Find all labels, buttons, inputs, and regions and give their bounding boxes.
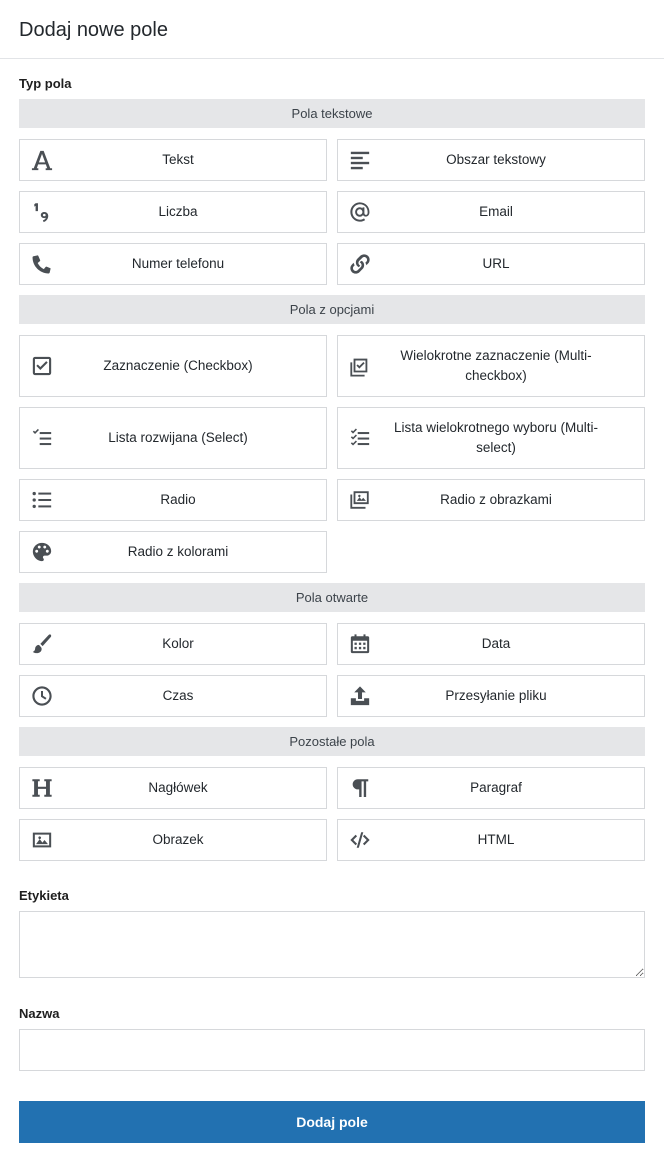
field-type-text[interactable]: Tekst — [19, 139, 327, 181]
name-field-label: Nazwa — [19, 1006, 60, 1021]
brush-icon — [30, 632, 54, 656]
section-text-fields: Pola tekstowe — [19, 99, 645, 128]
image-icon — [30, 828, 54, 852]
section-open-fields: Pola otwarte — [19, 583, 645, 612]
field-type-label: Typ pola — [19, 76, 72, 91]
section-other-fields: Pozostałe pola — [19, 727, 645, 756]
field-type-date[interactable]: Data — [337, 623, 645, 665]
field-type-image[interactable]: Obrazek — [19, 819, 327, 861]
modal-header — [0, 0, 664, 59]
select-list-icon — [30, 426, 54, 450]
link-icon — [348, 252, 372, 276]
field-type-multi-select[interactable]: Lista wielokrotnego wyboru (Multi-select) — [337, 407, 645, 469]
name-input[interactable] — [19, 1029, 645, 1071]
heading-icon — [30, 776, 54, 800]
field-type-url[interactable]: URL — [337, 243, 645, 285]
modal-title: Dodaj nowe pole — [19, 19, 168, 41]
field-type-time[interactable]: Czas — [19, 675, 327, 717]
field-type-image-radio[interactable]: Radio z obrazkami — [337, 479, 645, 521]
checkbox-icon — [30, 354, 54, 378]
field-type-paragraph[interactable]: Paragraf — [337, 767, 645, 809]
field-type-multi-checkbox[interactable]: Wielokrotne zaznaczenie (Multi-checkbox) — [337, 335, 645, 397]
textarea-icon — [348, 148, 372, 172]
field-type-color-radio[interactable]: Radio z kolorami — [19, 531, 327, 573]
code-icon — [348, 828, 372, 852]
multi-checkbox-icon — [348, 354, 372, 378]
field-type-select[interactable]: Lista rozwijana (Select) — [19, 407, 327, 469]
palette-icon — [30, 540, 54, 564]
text-icon — [30, 148, 54, 172]
radio-list-icon — [30, 488, 54, 512]
clock-icon — [30, 684, 54, 708]
calendar-icon — [348, 632, 372, 656]
paragraph-icon — [348, 776, 372, 800]
at-icon — [348, 200, 372, 224]
images-icon — [348, 488, 372, 512]
label-field-label: Etykieta — [19, 888, 69, 903]
field-type-radio[interactable]: Radio — [19, 479, 327, 521]
field-type-file-upload[interactable]: Przesyłanie pliku — [337, 675, 645, 717]
number-icon — [30, 200, 54, 224]
phone-icon — [30, 252, 54, 276]
field-type-phone[interactable]: Numer telefonu — [19, 243, 327, 285]
section-option-fields: Pola z opcjami — [19, 295, 645, 324]
add-field-button[interactable]: Dodaj pole — [19, 1101, 645, 1143]
upload-icon — [348, 684, 372, 708]
field-type-email[interactable]: Email — [337, 191, 645, 233]
field-type-html[interactable]: HTML — [337, 819, 645, 861]
field-type-checkbox[interactable]: Zaznaczenie (Checkbox) — [19, 335, 327, 397]
field-type-color[interactable]: Kolor — [19, 623, 327, 665]
label-textarea[interactable] — [19, 911, 645, 978]
multi-select-icon — [348, 426, 372, 450]
field-type-number[interactable]: Liczba — [19, 191, 327, 233]
field-type-textarea[interactable]: Obszar tekstowy — [337, 139, 645, 181]
field-type-heading[interactable]: Nagłówek — [19, 767, 327, 809]
